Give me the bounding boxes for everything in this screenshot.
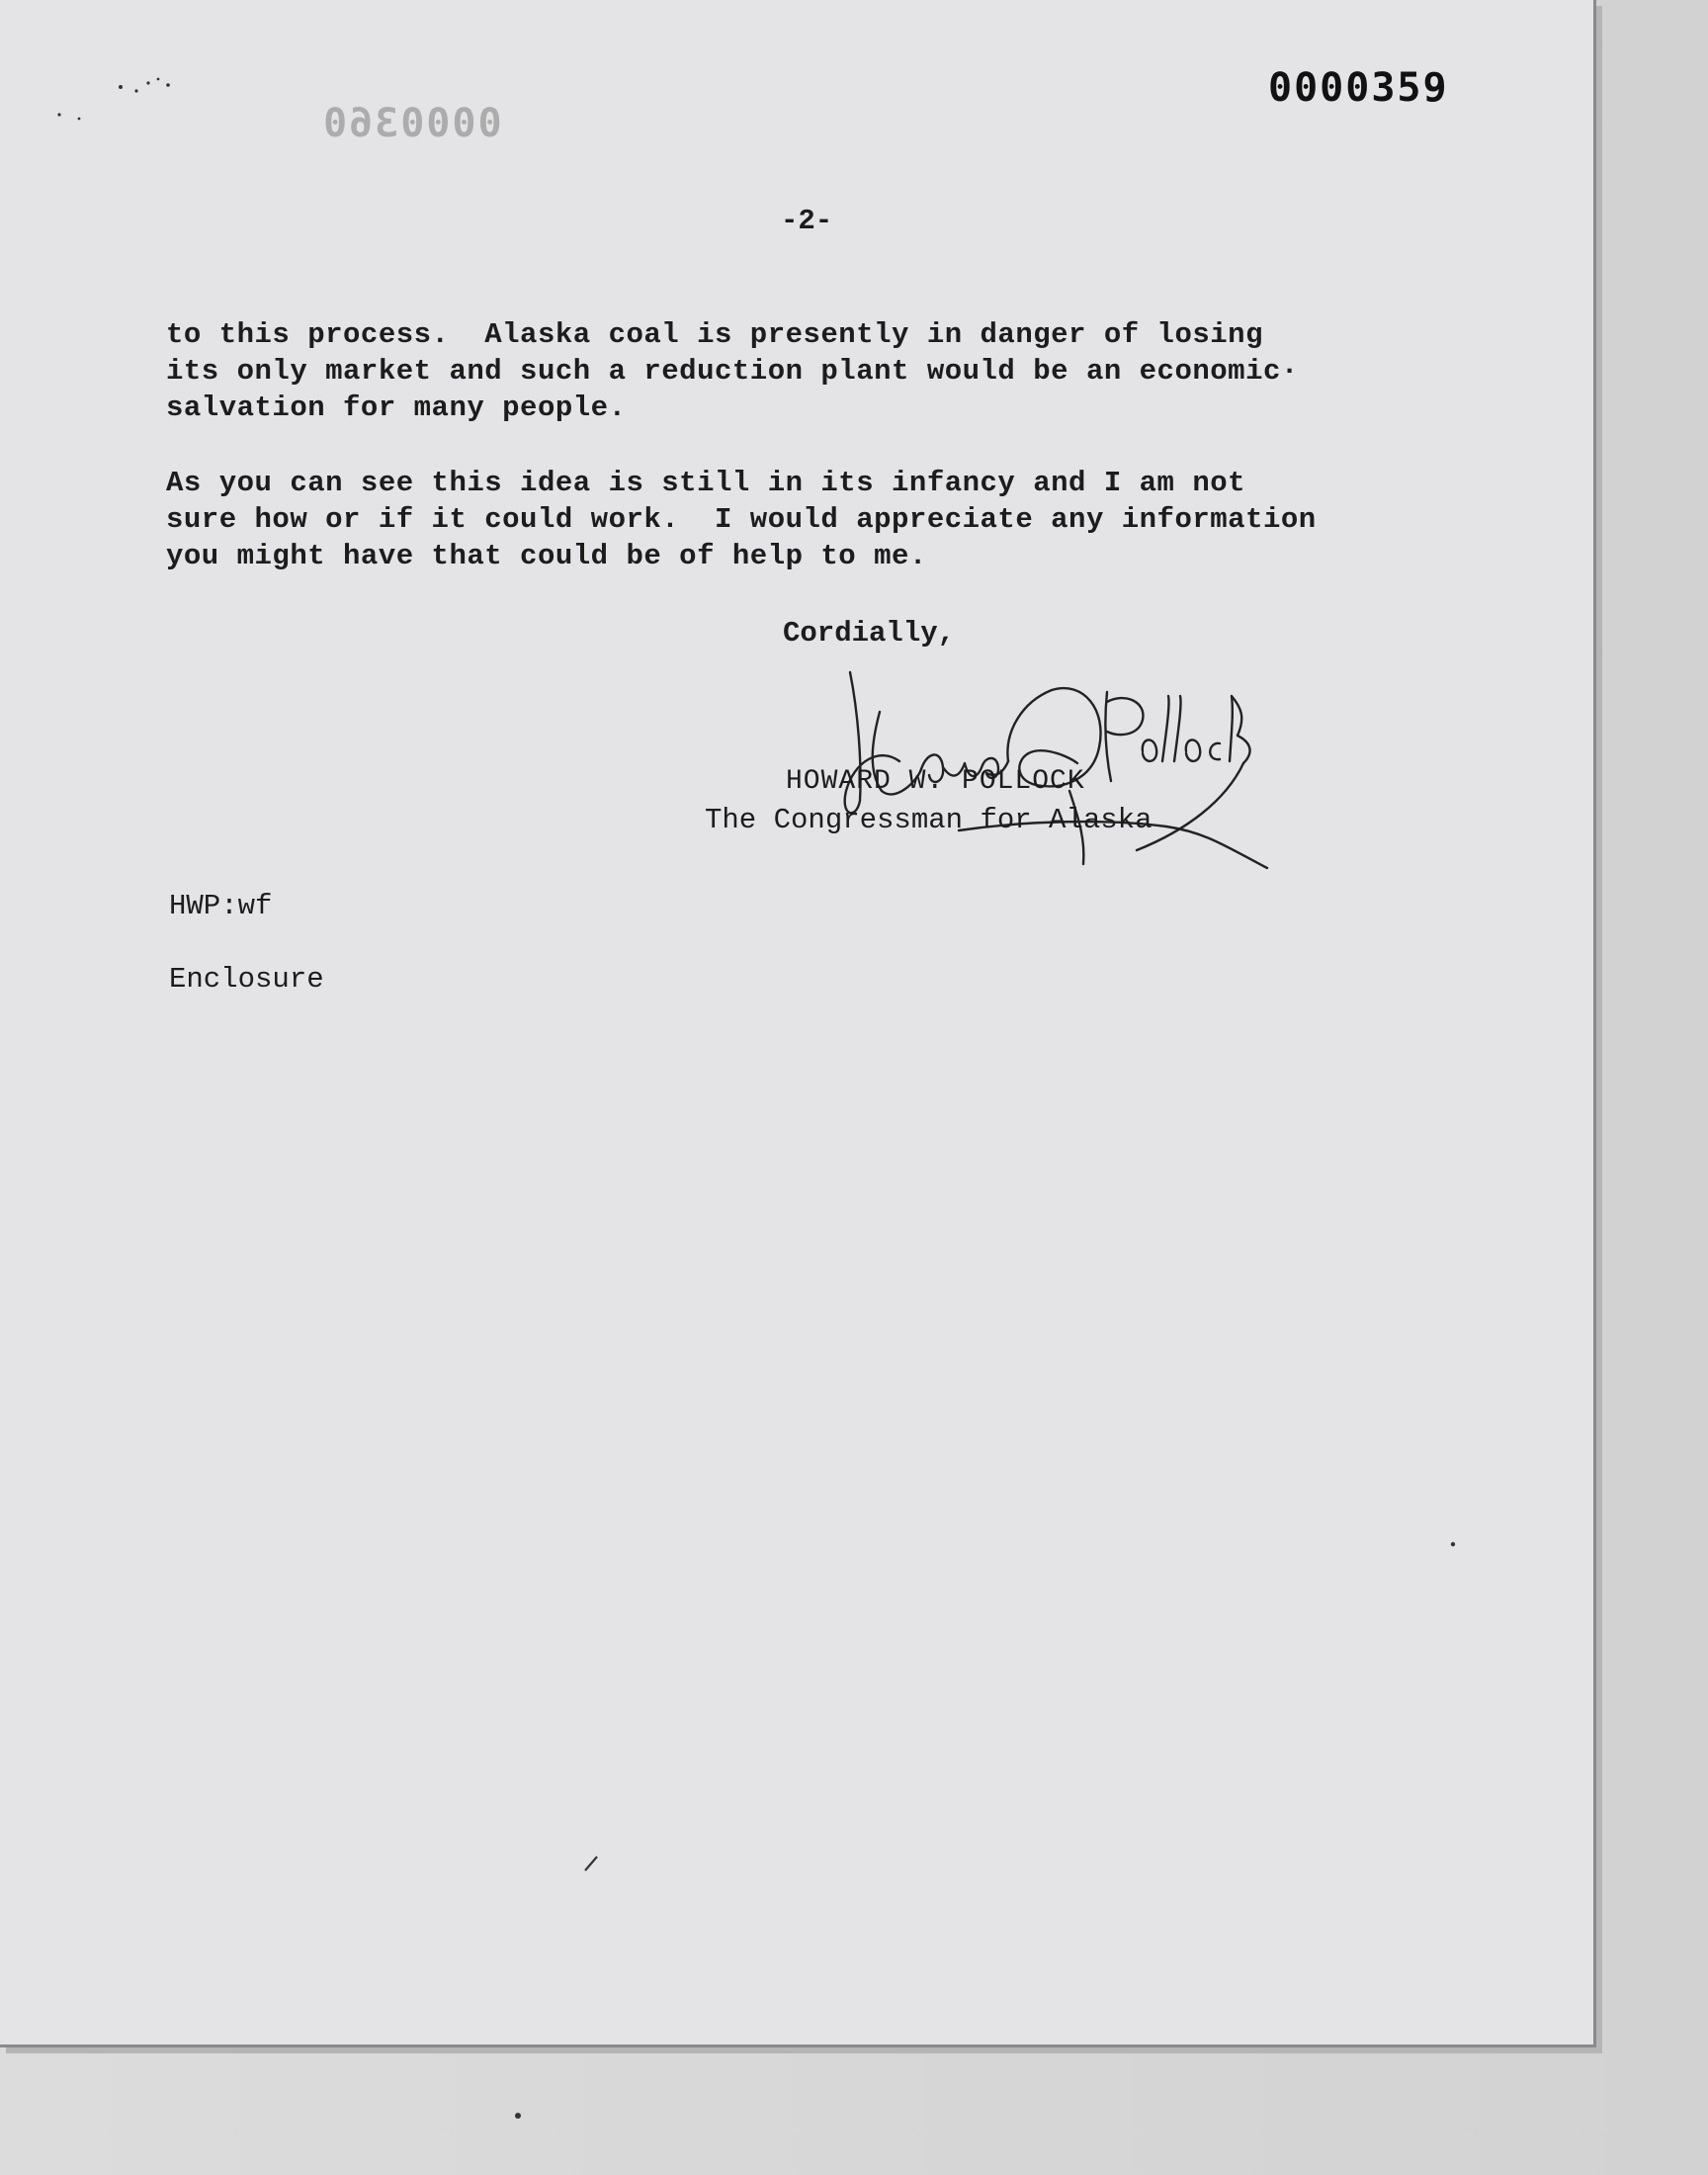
page-number: -2- (781, 205, 833, 237)
reference-initials: HWP:wf (169, 890, 273, 922)
paragraph-line: to this process. Alaska coal is presently in danger of losing (166, 318, 1263, 351)
body-paragraph-2 (166, 465, 1491, 574)
bleed-through-number: 0000360 (321, 101, 502, 146)
paragraph-line: sure how or if it could work. I would appreciate any information (166, 503, 1317, 536)
paragraph-line: its only market and such a reduction plant would be an economic· (166, 355, 1299, 388)
handwritten-signature (811, 652, 1285, 870)
signer-name: HOWARD W. POLLOCK (786, 766, 1085, 797)
paragraph-line: you might have that could be of help to me. (166, 540, 927, 572)
bates-number: 0000359 (1268, 65, 1449, 111)
paragraph-line: As you can see this idea is still in its infancy and I am not (166, 467, 1246, 499)
enclosure-note: Enclosure (169, 963, 324, 996)
body-paragraph-1 (166, 316, 1491, 426)
paragraph-line: salvation for many people. (166, 392, 627, 424)
signer-title: The Congressman for Alaska (705, 804, 1153, 836)
closing-salutation: Cordially, (783, 617, 956, 650)
